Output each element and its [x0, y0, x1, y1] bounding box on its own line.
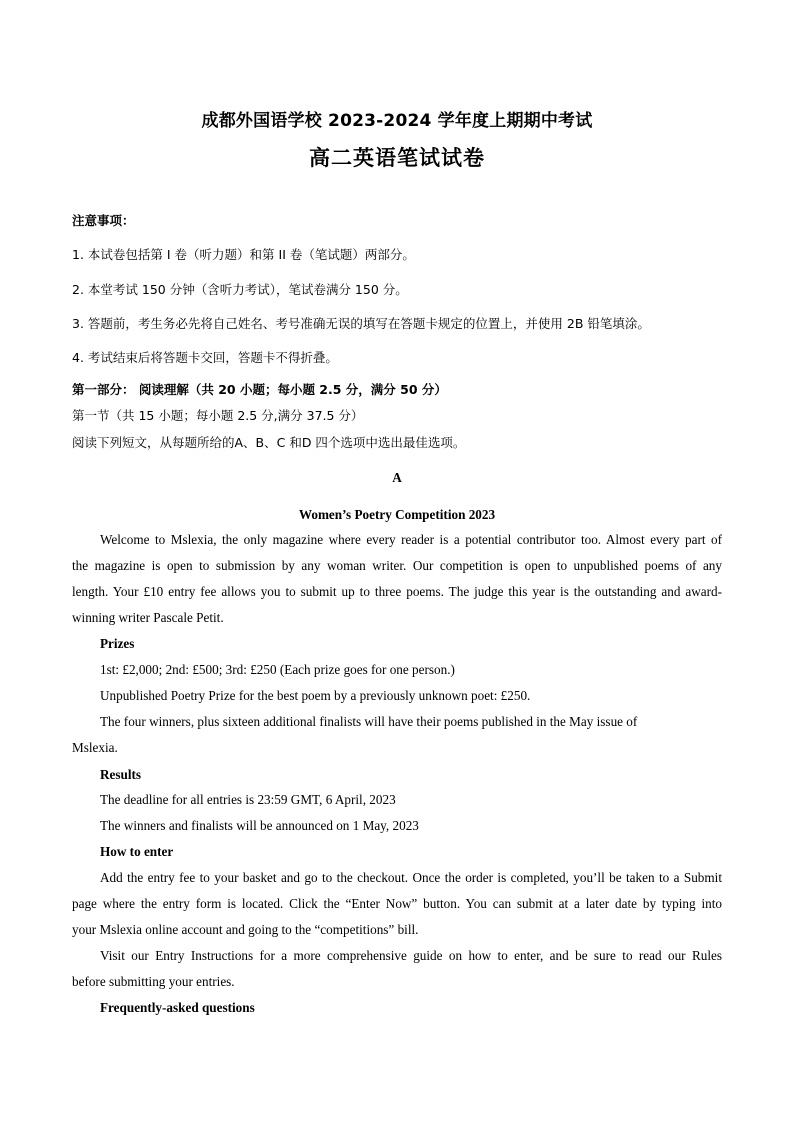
prize-line: Unpublished Poetry Prize for the best poem by a previously unknown poet: £250.: [100, 688, 531, 703]
intro-line: the magazine is open to submission by any woman writer. Our competition is open to unpublished poems of any: [72, 558, 722, 573]
note-item: 2. 本堂考试 150 分钟（含听力考试），笔试卷满分 150 分。: [72, 282, 408, 297]
visit-line: before submitting your entries.: [72, 974, 235, 989]
notes-heading: 注意事项：: [72, 213, 135, 228]
note-item: 4. 考试结束后将答题卡交回，答题卡不得折叠。: [72, 350, 338, 365]
note-item: 1. 本试卷包括第 I 卷（听力题）和第 II 卷（笔试题）两部分。: [72, 247, 415, 262]
prize-line: 1st: £2,000; 2nd: £500; 3rd: £250 (Each prize goes for one person.): [100, 662, 455, 677]
exam-subtitle: 高二英语笔试试卷: [309, 146, 485, 170]
exam-title: 成都外国语学校 2023-2024 学年度上期期中考试: [201, 111, 593, 131]
enter-heading: How to enter: [100, 844, 174, 859]
section1-heading: 第一节（共 15 小题；每小题 2.5 分,满分 37.5 分）: [72, 408, 364, 423]
results-line: The deadline for all entries is 23:59 GMT, 6 April, 2023: [100, 792, 396, 807]
instruction: 阅读下列短文，从每题所给的A、B、C 和D 四个选项中选出最佳选项。: [72, 435, 466, 450]
enter-line: Add the entry fee to your basket and go to the checkout. Once the order is completed, you’ll be taken to a Submit: [100, 870, 722, 885]
prize-line: The four winners, plus sixteen additional finalists will have their poems published in the May issue of: [100, 714, 638, 729]
prize-line: Mslexia.: [72, 740, 118, 755]
intro-line: Welcome to Mslexia, the only magazine where every reader is a potential contributor too. Almost every part of: [100, 532, 722, 547]
prizes-heading: Prizes: [100, 636, 135, 651]
passage-title: Women’s Poetry Competition 2023: [298, 507, 496, 522]
results-heading: Results: [100, 767, 142, 782]
results-line: The winners and finalists will be announced on 1 May, 2023: [100, 818, 419, 833]
part1-heading: 第一部分： 阅读理解（共 20 小题；每小题 2.5 分，满分 50 分）: [72, 382, 447, 397]
visit-line: Visit our Entry Instructions for a more comprehensive guide on how to enter, and be sure to read our Rules: [100, 948, 722, 963]
note-item: 3. 答题前，考生务必先将自己姓名、考号准确无误的填写在答题卡规定的位置上，并使用 2B 铅笔填涂。: [72, 316, 650, 331]
faq-heading: Frequently-asked questions: [100, 1000, 255, 1015]
intro-line: length. Your £10 entry fee allows you to submit up to three poems. The judge this year is the outstanding and award-: [72, 584, 722, 599]
passage-label: A: [392, 470, 402, 485]
enter-line: your Mslexia online account and going to the “competitions” bill.: [72, 922, 419, 937]
enter-line: page where the entry form is located. Click the “Enter Now” button. You can submit at a later date by typing into: [72, 896, 722, 911]
intro-line: winning writer Pascale Petit.: [72, 610, 224, 625]
